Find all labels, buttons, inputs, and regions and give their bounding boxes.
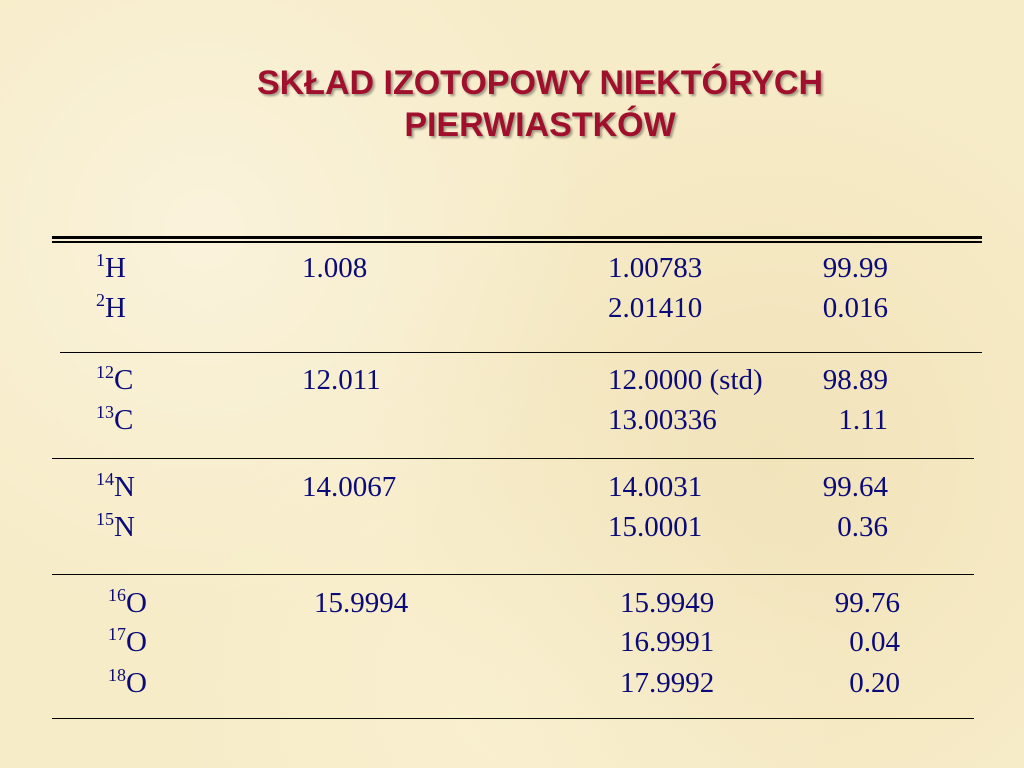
isotope-symbol-h1: $^1$H xyxy=(96,250,126,284)
isotope-mass-n15: 15.0001 xyxy=(608,511,703,543)
table-top-rule xyxy=(52,236,982,239)
isotope-symbol-o16: $^{16}$O xyxy=(108,585,147,619)
isotope-symbol-o17: $^{17}$O xyxy=(108,624,147,658)
isotope-symbol-o18: $^{18}$O xyxy=(108,665,147,699)
page-title-line-1: SKŁAD IZOTOPOWY NIEKTÓRYCH xyxy=(256,64,824,102)
isotope-mass-c13: 13.00336 xyxy=(608,404,717,436)
isotope-mass-h1: 1.00783 xyxy=(608,252,703,284)
abundance-c13: 1.11 xyxy=(838,404,888,436)
isotope-mass-o17: 16.9991 xyxy=(620,626,715,658)
isotope-mass-o16: 15.9949 xyxy=(620,587,715,619)
abundance-n15: 0.36 xyxy=(837,511,888,543)
carbon-nitrogen-divider xyxy=(52,458,974,459)
page-title xyxy=(160,62,920,146)
abundance-o17: 0.04 xyxy=(849,626,900,658)
abundance-n14: 99.64 xyxy=(822,471,888,503)
abundance-h1: 99.99 xyxy=(822,252,888,284)
hydrogen-carbon-divider xyxy=(60,352,982,353)
isotope-symbol-n14: $^{14}$N xyxy=(96,469,135,503)
isotope-mass-c12: 12.0000 (std) xyxy=(608,364,763,396)
element-mass-n: 14.0067 xyxy=(302,471,397,503)
isotope-symbol-h2: $^2$H xyxy=(96,290,126,324)
table-bottom-rule xyxy=(52,718,974,719)
isotope-mass-h2: 2.01410 xyxy=(608,292,703,324)
page-title-line-2: PIERWIASTKÓW xyxy=(404,106,676,144)
isotope-symbol-c12: $^{12}$C xyxy=(96,362,134,396)
abundance-o16: 99.76 xyxy=(834,587,900,619)
element-mass-h: 1.008 xyxy=(302,252,368,284)
table-top-rule-inner xyxy=(52,241,982,243)
nitrogen-oxygen-divider xyxy=(52,574,974,575)
isotope-symbol-n15: $^{15}$N xyxy=(96,509,135,543)
element-mass-o: 15.9994 xyxy=(314,587,409,619)
isotope-mass-o18: 17.9992 xyxy=(620,667,715,699)
abundance-h2: 0.016 xyxy=(822,292,888,324)
isotope-symbol-c13: $^{13}$C xyxy=(96,402,134,436)
isotope-mass-n14: 14.0031 xyxy=(608,471,703,503)
abundance-c12: 98.89 xyxy=(822,364,888,396)
abundance-o18: 0.20 xyxy=(849,667,900,699)
element-mass-c: 12.011 xyxy=(302,364,381,396)
